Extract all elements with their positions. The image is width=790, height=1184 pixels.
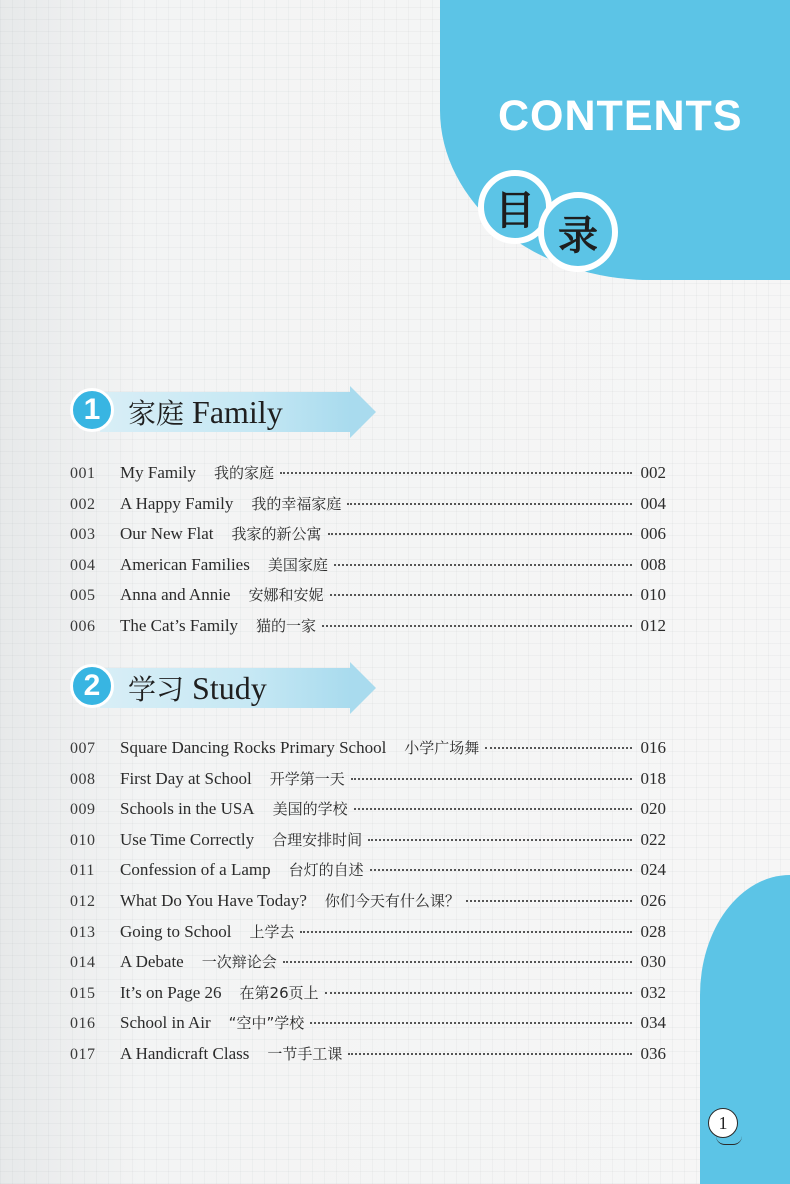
section-arrow-icon [350, 662, 376, 714]
section-header-study [70, 662, 370, 714]
entry-title-zh: 你们今天有什么课？ [324, 891, 460, 910]
entry-title-en: Anna and Annie [120, 585, 231, 605]
entry-title-en: Square Dancing Rocks Primary School [120, 738, 387, 757]
entry-title-zh: 我的幸福家庭 [251, 494, 342, 513]
section-title-zh: 家庭 [128, 397, 185, 430]
toc-list-family [70, 462, 666, 646]
entry-title-en: A Happy Family [120, 493, 234, 513]
toc-entry[interactable] [70, 584, 666, 615]
dot-leader [328, 532, 633, 535]
entry-title-en: A Handicraft Class [120, 1043, 250, 1063]
entry-title-en: Going to School [120, 921, 232, 941]
entry-number: 008 [70, 770, 96, 788]
entry-title-zh: 上学去 [249, 922, 295, 941]
entry-title-zh: 合理安排时间 [272, 830, 363, 849]
entry-number: 007 [70, 740, 96, 757]
entry-title-zh: 安娜和安妮 [248, 586, 324, 605]
dot-leader [370, 868, 632, 871]
entry-page-number: 028 [640, 921, 666, 941]
section-header-family [70, 386, 370, 438]
toc-entry[interactable] [70, 951, 666, 982]
dot-leader [347, 502, 632, 505]
dot-leader [330, 593, 633, 596]
entry-number: 002 [70, 495, 96, 513]
entry-page-number: 008 [640, 554, 666, 574]
toc-entry[interactable] [70, 829, 666, 860]
toc-entry[interactable] [70, 798, 666, 829]
entry-page-number: 020 [640, 799, 666, 819]
toc-entry[interactable] [70, 921, 666, 952]
dot-leader [354, 807, 632, 810]
toc-entry[interactable] [70, 982, 666, 1013]
entry-number: 005 [70, 587, 96, 605]
entry-page-number: 016 [640, 738, 666, 757]
entry-number: 016 [70, 1015, 96, 1033]
dot-leader [310, 1021, 632, 1024]
entry-title-zh: 猫的一家 [256, 616, 317, 635]
entry-title-zh: 一次辩论会 [201, 953, 277, 972]
decorative-blob-bottom-right [700, 875, 790, 1184]
entry-number: 003 [70, 526, 96, 544]
dot-leader [485, 746, 632, 749]
entry-page-number: 026 [640, 890, 666, 910]
entry-page-number: 022 [640, 829, 666, 849]
title-char-bubble: 目 [478, 170, 552, 244]
title-char-bubble: 录 [538, 192, 618, 272]
entry-title-zh: 一节手工课 [267, 1044, 343, 1063]
section-title [128, 390, 283, 436]
entry-title-en: First Day at School [120, 768, 252, 788]
toc-entry[interactable] [70, 890, 666, 921]
entry-title-zh: 开学第一天 [269, 769, 345, 788]
dot-leader [300, 930, 632, 933]
dot-leader [368, 838, 632, 841]
toc-entry[interactable] [70, 523, 666, 554]
entry-page-number: 030 [640, 952, 666, 972]
entry-number: 015 [70, 984, 96, 1002]
dot-leader [322, 624, 632, 627]
page-title-english: CONTENTS [498, 92, 743, 140]
page-number: 1 [708, 1108, 738, 1138]
entry-page-number: 006 [640, 524, 666, 544]
entry-number: 004 [70, 556, 96, 574]
entry-number: 014 [70, 954, 96, 972]
entry-number: 001 [70, 465, 96, 482]
entry-page-number: 002 [640, 463, 666, 482]
entry-title-zh: 台灯的自述 [288, 861, 364, 880]
page-title-chinese [478, 170, 638, 270]
section-title-en: Study [192, 670, 267, 706]
dot-leader [280, 471, 632, 474]
entry-title-zh: “空中”学校 [228, 1014, 305, 1033]
toc-entry[interactable] [70, 768, 666, 799]
entry-page-number: 004 [640, 493, 666, 513]
entry-number: 006 [70, 617, 96, 635]
toc-entry[interactable] [70, 615, 666, 646]
toc-entry[interactable] [70, 493, 666, 524]
section-number-badge: 2 [70, 664, 114, 708]
toc-entry[interactable] [70, 1012, 666, 1043]
entry-page-number: 010 [640, 585, 666, 605]
toc-list-study [70, 737, 666, 1074]
entry-number: 009 [70, 801, 96, 819]
entry-page-number: 012 [640, 615, 666, 635]
entry-title-en: School in Air [120, 1013, 211, 1033]
entry-title-zh: 在第26页上 [239, 983, 319, 1002]
entry-title-zh: 美国的学校 [272, 800, 348, 819]
section-arrow-icon [350, 386, 376, 438]
entry-title-en: A Debate [120, 952, 184, 972]
toc-entry[interactable] [70, 859, 666, 890]
entry-title-en: Use Time Correctly [120, 829, 255, 849]
entry-page-number: 036 [640, 1043, 666, 1063]
section-number-badge: 1 [70, 388, 114, 432]
dot-leader [334, 563, 632, 566]
entry-title-en: Our New Flat [120, 524, 214, 544]
dot-leader [466, 899, 632, 902]
entry-page-number: 024 [640, 860, 666, 880]
section-title-en: Family [192, 394, 283, 430]
entry-title-en: It’s on Page 26 [120, 982, 222, 1002]
entry-number: 011 [70, 862, 95, 880]
entry-page-number: 018 [640, 768, 666, 788]
dot-leader [325, 991, 632, 994]
toc-entry[interactable] [70, 737, 666, 768]
entry-title-zh: 我家的新公寓 [231, 525, 322, 544]
entry-title-zh: 小学广场舞 [404, 739, 480, 757]
entry-title-en: American Families [120, 554, 250, 574]
entry-number: 010 [70, 831, 96, 849]
dot-leader [351, 777, 632, 780]
dot-leader [283, 960, 632, 963]
entry-title-zh: 美国家庭 [267, 555, 328, 574]
dot-leader [348, 1052, 632, 1055]
entry-title-en: Confession of a Lamp [120, 860, 271, 880]
entry-number: 017 [70, 1045, 96, 1063]
toc-entry[interactable] [70, 554, 666, 585]
section-title [128, 666, 267, 712]
entry-page-number: 032 [640, 982, 666, 1002]
entry-number: 012 [70, 892, 96, 910]
entry-title-en: The Cat’s Family [120, 615, 239, 635]
entry-title-en: What Do You Have Today? [120, 890, 307, 910]
toc-entry[interactable] [70, 1043, 666, 1074]
entry-title-en: Schools in the USA [120, 799, 255, 819]
toc-entry[interactable] [70, 462, 666, 493]
entry-number: 013 [70, 923, 96, 941]
entry-page-number: 034 [640, 1013, 666, 1033]
section-title-zh: 学习 [128, 673, 185, 706]
entry-title-en: My Family [120, 463, 197, 482]
entry-title-zh: 我的家庭 [214, 464, 275, 482]
